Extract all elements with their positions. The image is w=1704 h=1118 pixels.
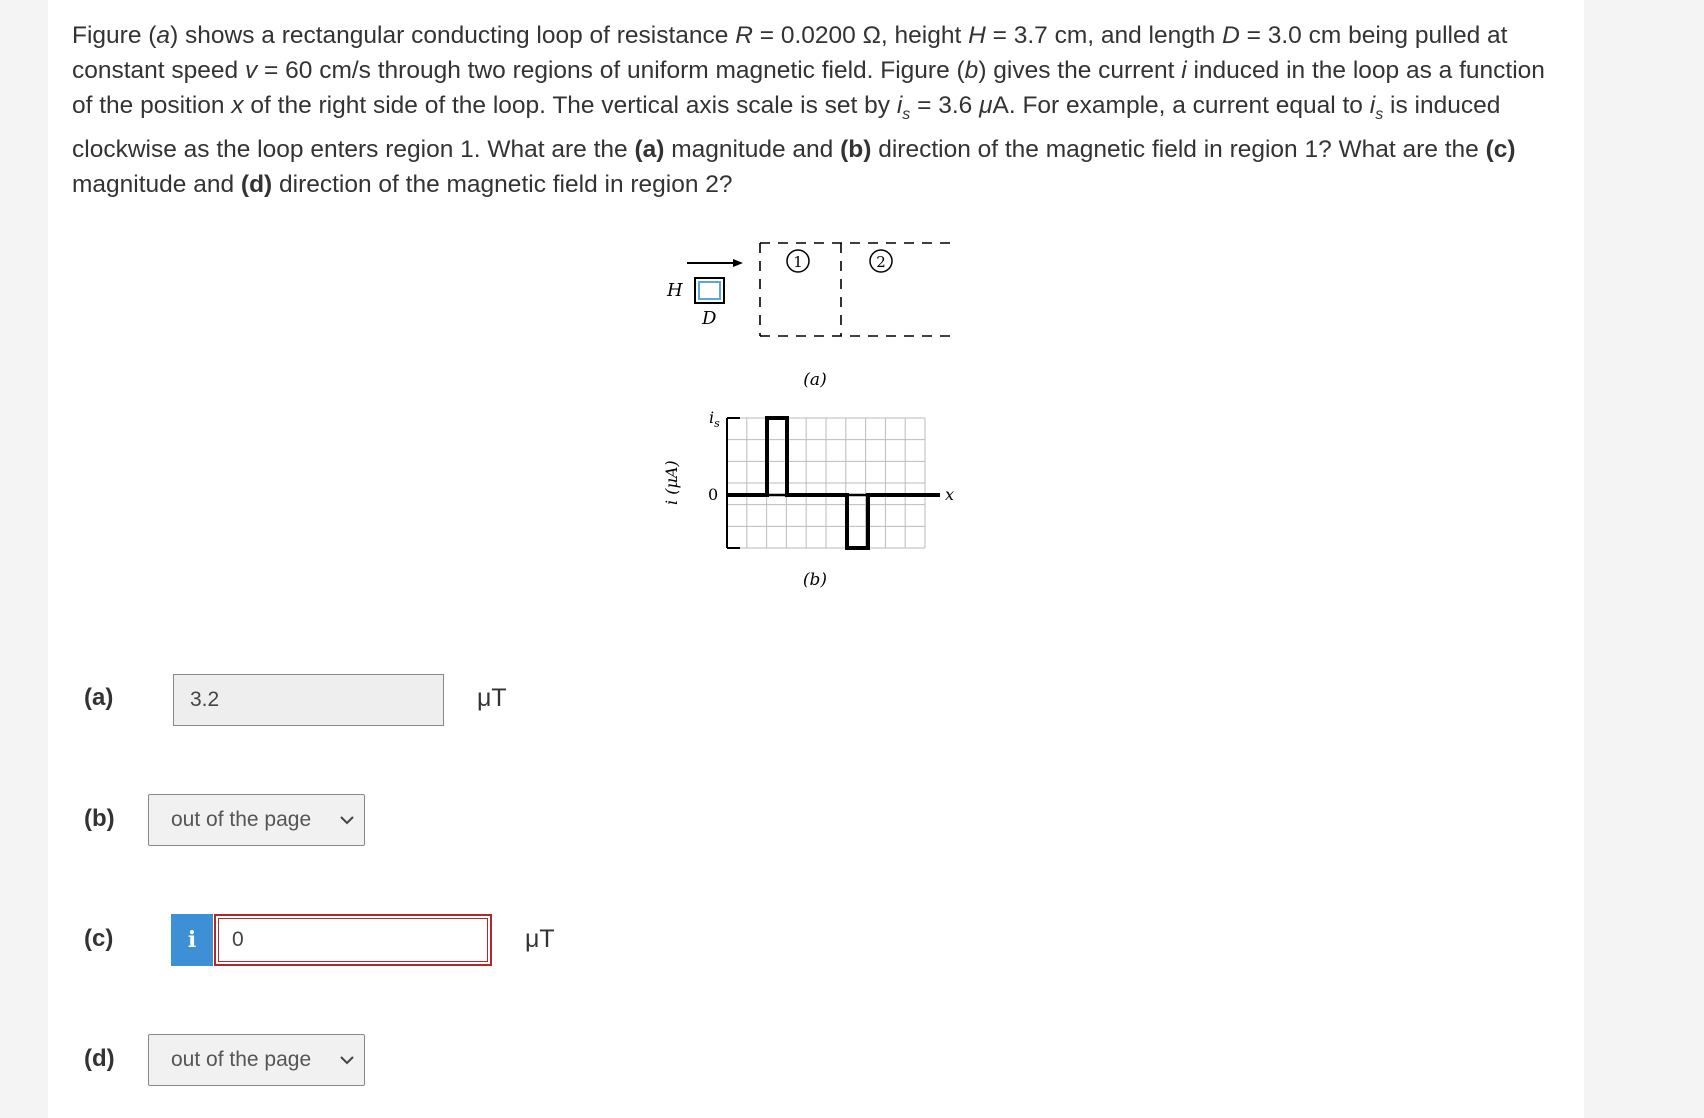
caption-a: (a) <box>803 370 827 390</box>
figure-a <box>666 243 955 390</box>
chevron-down-icon <box>336 1049 358 1071</box>
part-a-label: (a) <box>84 684 114 711</box>
figure-svg <box>655 230 975 610</box>
info-icon: i <box>187 927 197 953</box>
physics-figure <box>655 230 975 610</box>
part-c-label: (c) <box>84 925 114 952</box>
chevron-down-icon <box>336 809 358 831</box>
part-c-unit: μT <box>525 925 555 953</box>
label-D: D <box>702 308 717 329</box>
label-x: x <box>945 485 955 504</box>
part-d-label: (d) <box>84 1045 115 1072</box>
part-d-direction-select[interactable] <box>148 1034 365 1086</box>
svg-text:1: 1 <box>793 253 803 271</box>
part-a-unit: μT <box>477 684 507 712</box>
label-is: $i_s$ <box>709 408 720 430</box>
part-b-selected-value: out of the page <box>171 808 312 831</box>
part-b-label: (b) <box>84 805 115 832</box>
figure-b-graph <box>662 408 954 590</box>
part-c-answer-input[interactable] <box>214 914 492 966</box>
part-d-selected-value: out of the page <box>171 1048 312 1071</box>
part-a-answer-input[interactable] <box>173 674 444 726</box>
label-zero: 0 <box>708 485 719 504</box>
svg-text:2: 2 <box>876 253 886 271</box>
caption-b: (b) <box>802 570 828 590</box>
axis-label-current: i (μA) <box>662 460 681 505</box>
question-text: Figure (a) shows a rectangular conducting loop of resistance R = 0.0200 Ω, height H = 3.7 cm, and length D = 3.0 cm being pulled at constant speed v = 60 cm/s through two regions of uniform magnetic field. Figure (b) gives the current i induced in the loop as a function of the position x of the right side of the loop. The vertical axis scale is set by $i_s = 3.6$ μA. For example, a current equal to $i_s$ is induced clockwise as the loop enters region 1. What are the (a) magnitude and (b) direction of the magnetic field in region 1? What are the (c) magnitude and (d) direction of the magnetic field in region 2? <box>72 22 1545 198</box>
part-b-direction-select[interactable] <box>148 794 365 846</box>
label-H: H <box>667 280 683 301</box>
info-button[interactable] <box>171 914 213 966</box>
